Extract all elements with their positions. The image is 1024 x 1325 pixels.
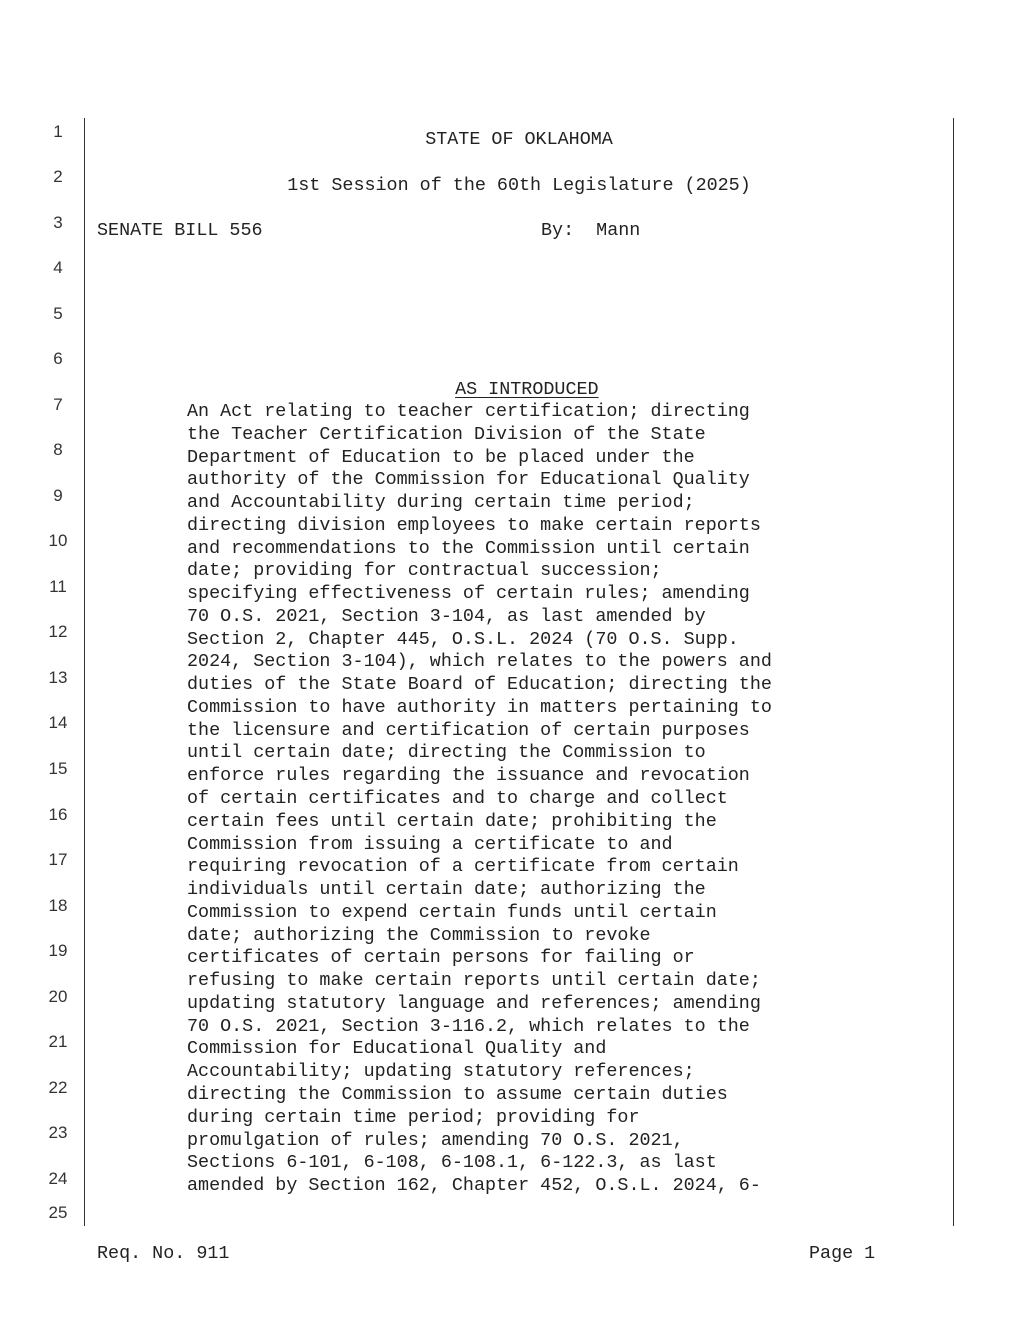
title-line: and recommendations to the Commission until certain xyxy=(187,537,750,559)
title-line: Commission for Educational Quality and xyxy=(187,1038,607,1060)
title-line: An Act relating to teacher certification; directing xyxy=(187,401,750,422)
line-number: 3 xyxy=(53,213,63,232)
line-number: 21 xyxy=(48,1032,68,1051)
line-number: 7 xyxy=(53,395,63,414)
title-line: requiring revocation of a certificate from certain xyxy=(187,856,739,878)
title-line: enforce rules regarding the issuance and revocation xyxy=(187,765,750,787)
line-number-gutter xyxy=(40,0,76,1325)
line-number: 4 xyxy=(53,258,63,277)
status-wrapper xyxy=(433,356,599,402)
line-number: 20 xyxy=(48,987,68,1006)
title-line: 70 O.S. 2021, Section 3-116.2, which relates to the xyxy=(187,1015,750,1037)
line-number: 12 xyxy=(48,622,68,641)
title-line: amended by Section 162, Chapter 452, O.S.L. 2024, 6- xyxy=(187,1175,761,1197)
title-line: duties of the State Board of Education; directing the xyxy=(187,674,772,696)
line-number: 14 xyxy=(48,713,68,732)
left-margin-rule xyxy=(84,118,85,1226)
line-number: 11 xyxy=(49,577,67,596)
line-number: 13 xyxy=(48,668,68,687)
line-number: 16 xyxy=(48,805,68,824)
line-number: 24 xyxy=(48,1169,68,1188)
title-line: of certain certificates and to charge and collect xyxy=(187,788,728,810)
title-line: Commission to expend certain funds until certain xyxy=(187,901,717,923)
bill-title xyxy=(187,401,847,1198)
title-line: certificates of certain persons for failing or xyxy=(187,947,695,969)
line-number: 15 xyxy=(48,759,68,778)
title-line: Section 2, Chapter 445, O.S.L. 2024 (70 O.S. Supp. xyxy=(187,628,739,650)
right-margin-rule xyxy=(953,118,954,1226)
page-number: Page 1 xyxy=(809,1243,876,1264)
line-number: 6 xyxy=(53,349,63,368)
title-line: individuals until certain date; authorizing the xyxy=(187,879,706,901)
bill-number: SENATE BILL 556 xyxy=(97,220,263,241)
line-number: 18 xyxy=(48,896,68,915)
title-line: during certain time period; providing for xyxy=(187,1106,640,1128)
title-line: Commission to have authority in matters pertaining to xyxy=(187,696,772,718)
line-number: 17 xyxy=(48,850,68,869)
line-number: 1 xyxy=(53,122,63,141)
line-number: 8 xyxy=(53,440,63,459)
bill-status: AS INTRODUCED xyxy=(455,378,599,400)
line-number: 22 xyxy=(48,1078,68,1097)
session-line: 1st Session of the 60th Legislature (2025) xyxy=(287,175,751,196)
title-line: date; authorizing the Commission to revoke xyxy=(187,924,651,946)
title-line: 2024, Section 3-104), which relates to the powers and xyxy=(187,651,772,673)
title-line: Accountability; updating statutory references; xyxy=(187,1061,695,1083)
title-line: 70 O.S. 2021, Section 3-104, as last amended by xyxy=(187,605,706,627)
state-heading: STATE OF OKLAHOMA xyxy=(425,129,613,150)
line-number: 10 xyxy=(48,531,68,550)
line-number: 23 xyxy=(48,1123,68,1142)
request-number: Req. No. 911 xyxy=(97,1243,230,1264)
title-line: until certain date; directing the Commission to xyxy=(187,742,706,764)
line-number: 19 xyxy=(48,941,68,960)
title-line: the Teacher Certification Division of the State xyxy=(187,423,706,445)
line-number: 2 xyxy=(53,167,63,186)
line-number: 25 xyxy=(48,1203,68,1222)
title-line: the licensure and certification of certain purposes xyxy=(187,719,750,741)
title-line: Department of Education to be placed under the xyxy=(187,446,695,468)
line-number: 9 xyxy=(53,486,63,505)
title-line: directing division employees to make certain reports xyxy=(187,514,761,536)
title-line: authority of the Commission for Educational Quality xyxy=(187,469,750,491)
title-line: refusing to make certain reports until certain date; xyxy=(187,970,761,992)
title-line: date; providing for contractual succession; xyxy=(187,560,662,582)
title-line: Sections 6-101, 6-108, 6-108.1, 6-122.3, as last xyxy=(187,1152,717,1174)
title-line: updating statutory language and references; amending xyxy=(187,992,761,1014)
line-number: 5 xyxy=(53,304,63,323)
bill-author: By: Mann xyxy=(541,220,641,241)
title-line: promulgation of rules; amending 70 O.S. 2021, xyxy=(187,1129,684,1151)
title-line: specifying effectiveness of certain rules; amending xyxy=(187,583,750,605)
title-line: certain fees until certain date; prohibiting the xyxy=(187,810,717,832)
title-line: and Accountability during certain time period; xyxy=(187,492,695,514)
title-line: directing the Commission to assume certain duties xyxy=(187,1083,728,1105)
title-line: Commission from issuing a certificate to and xyxy=(187,833,673,855)
